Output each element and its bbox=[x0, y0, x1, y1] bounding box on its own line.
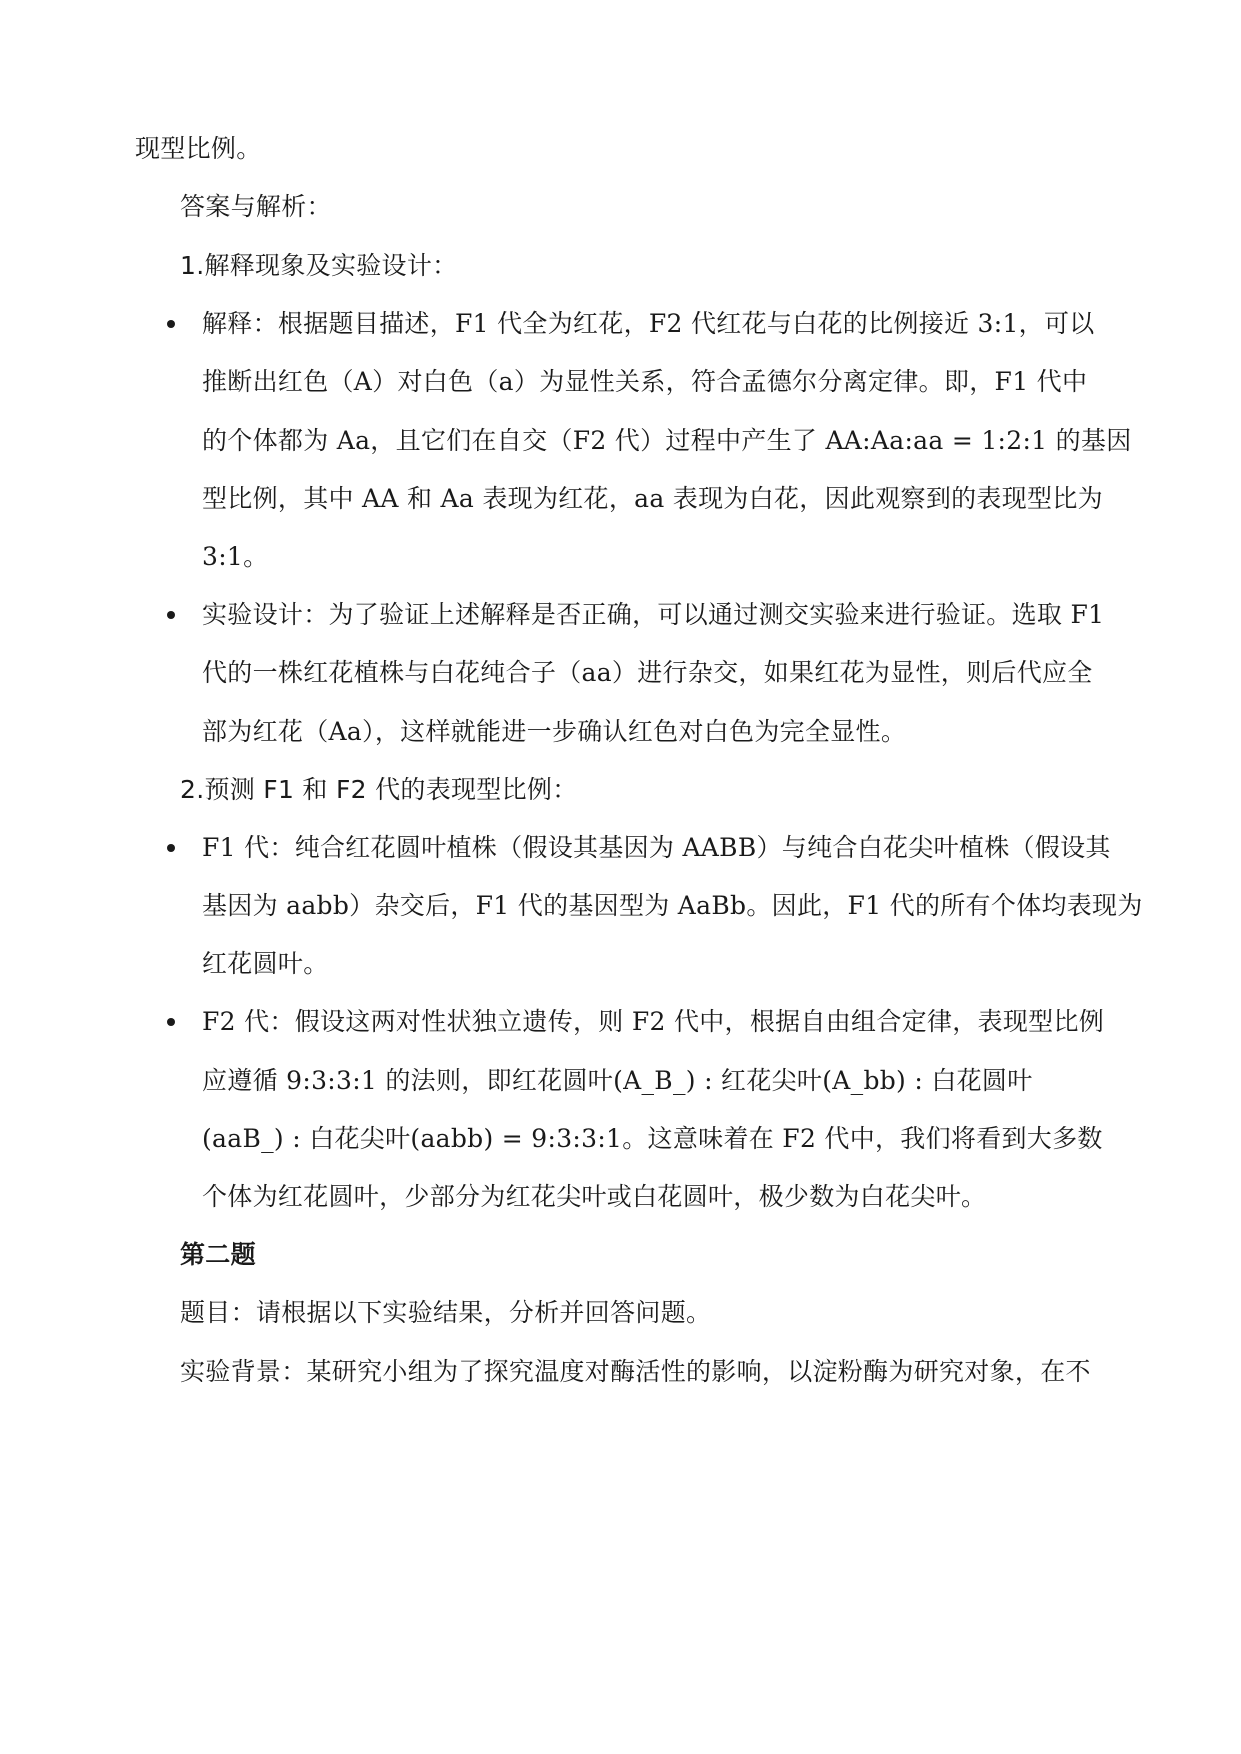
bullet-marker bbox=[167, 611, 175, 619]
question2-title: 第二题 bbox=[180, 1240, 256, 1269]
paragraph-line: 红花圆叶。 bbox=[202, 949, 329, 978]
intro-tail-text: 现型比例。 bbox=[135, 134, 262, 163]
paragraph-line: 应遵循 9:3:3:1 的法则，即红花圆叶(A_B_) : 红花尖叶(A_bb) : 白花圆叶 bbox=[202, 1066, 1033, 1095]
section1-heading: 1.解释现象及实验设计： bbox=[180, 251, 458, 280]
bullet-marker bbox=[167, 1018, 175, 1026]
paragraph-line: 的个体都为 Aa，且它们在自交（F2 代）过程中产生了 AA:Aa:aa = 1:2:1 的基因 bbox=[202, 426, 1132, 455]
paragraph-line: 3:1。 bbox=[202, 542, 269, 571]
paragraph-line: 型比例，其中 AA 和 Aa 表现为红花，aa 表现为白花，因此观察到的表现型比为 bbox=[202, 484, 1103, 513]
paragraph-line: F1 代：纯合红花圆叶植株（假设其基因为 AABB）与纯合白花尖叶植株（假设其 bbox=[202, 833, 1111, 862]
bullet-marker bbox=[167, 320, 175, 328]
paragraph-line: F2 代：假设这两对性状独立遗传，则 F2 代中，根据自由组合定律，表现型比例 bbox=[202, 1007, 1105, 1036]
question2-background: 实验背景：某研究小组为了探究温度对酶活性的影响，以淀粉酶为研究对象，在不 bbox=[180, 1357, 1091, 1386]
paragraph-line: 实验设计：为了验证上述解释是否正确，可以通过测交实验来进行验证。选取 F1 bbox=[202, 600, 1105, 629]
paragraph-line: 基因为 aabb）杂交后，F1 代的基因型为 AaBb。因此，F1 代的所有个体均表现为 bbox=[202, 891, 1143, 920]
paragraph-line: 部为红花（Aa），这样就能进一步确认红色对白色为完全显性。 bbox=[202, 717, 907, 746]
paragraph-line: 解释：根据题目描述，F1 代全为红花，F2 代红花与白花的比例接近 3:1，可以 bbox=[202, 309, 1095, 338]
paragraph-line: 个体为红花圆叶，少部分为红花尖叶或白花圆叶，极少数为白花尖叶。 bbox=[202, 1182, 987, 1211]
paragraph-line: 代的一株红花植株与白花纯合子（aa）进行杂交，如果红花为显性，则后代应全 bbox=[202, 658, 1093, 687]
paragraph-line: (aaB_) : 白花尖叶(aabb) = 9:3:3:1。这意味着在 F2 代中，我们将看到大多数 bbox=[202, 1124, 1103, 1153]
section2-heading: 2.预测 F1 和 F2 代的表现型比例： bbox=[180, 775, 578, 804]
question2-prompt: 题目：请根据以下实验结果，分析并回答问题。 bbox=[180, 1298, 712, 1327]
answer-heading: 答案与解析： bbox=[180, 192, 332, 221]
bullet-marker bbox=[167, 844, 175, 852]
paragraph-line: 推断出红色（A）对白色（a）为显性关系，符合孟德尔分离定律。即，F1 代中 bbox=[202, 367, 1088, 396]
